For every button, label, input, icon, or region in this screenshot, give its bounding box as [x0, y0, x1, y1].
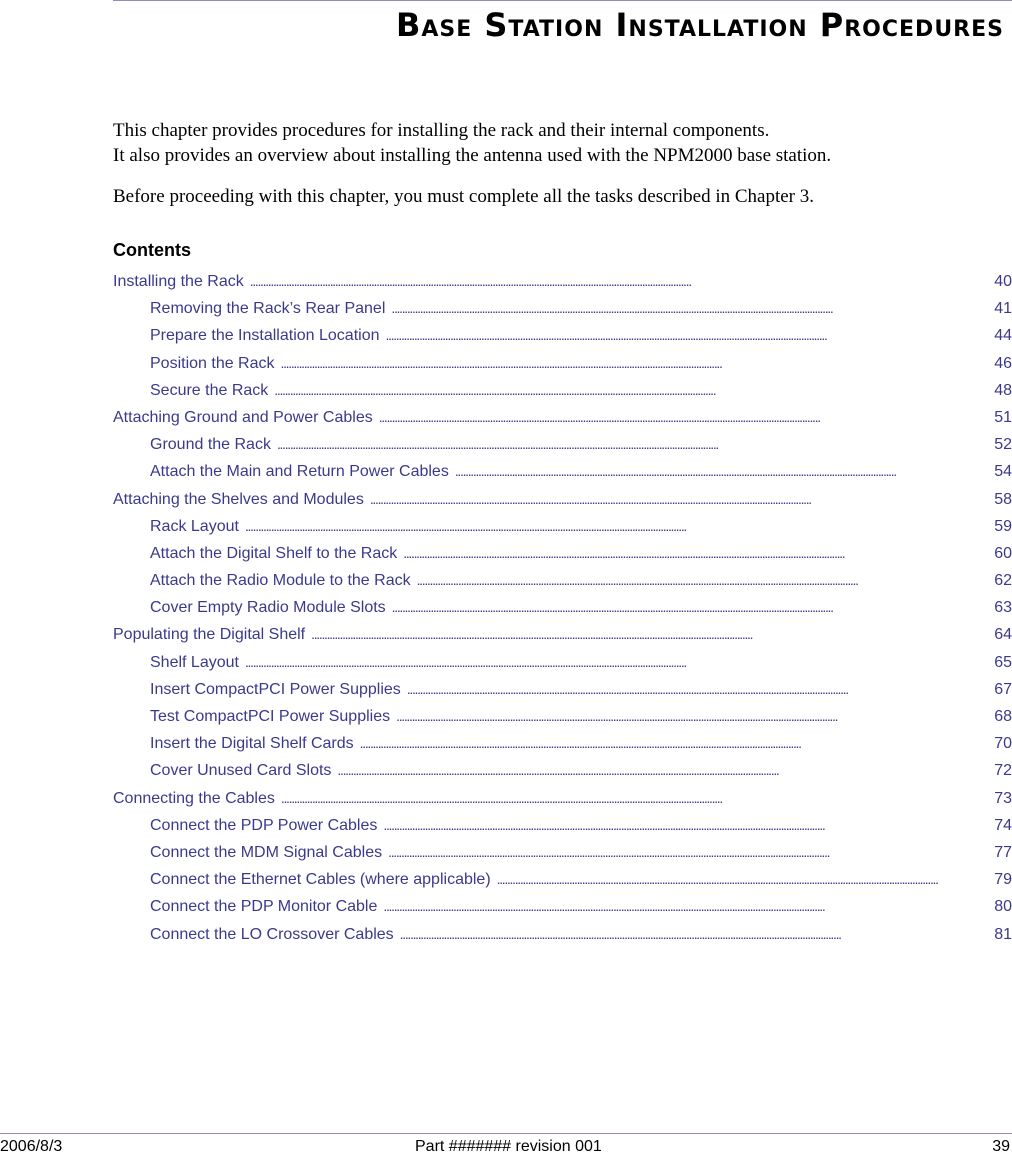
toc-dot-leader [391, 295, 986, 322]
toc-entry-page[interactable]: 41 [994, 300, 1012, 318]
footer-date: 2006/8/3 [0, 1138, 63, 1155]
top-rule [113, 0, 1012, 1]
footer-part-number: Part ####### revision 001 [415, 1138, 602, 1155]
page-footer [0, 1138, 1012, 1156]
toc-entry-page[interactable]: 51 [994, 408, 1012, 426]
toc-entry[interactable] [113, 268, 1012, 295]
toc-entry-page[interactable]: 52 [994, 436, 1012, 454]
toc-dot-leader [407, 676, 986, 703]
toc-entry-label[interactable]: Attaching the Shelves and Modules [113, 490, 364, 508]
toc-entry-label[interactable]: Connect the PDP Power Cables [150, 816, 378, 834]
toc-entry[interactable] [113, 594, 1012, 621]
toc-entry-label[interactable]: Connect the Ethernet Cables (where applicable) [150, 871, 491, 889]
toc-entry-page[interactable]: 68 [994, 708, 1012, 725]
toc-entry-page[interactable]: 64 [994, 626, 1012, 644]
toc-dot-leader [379, 404, 986, 431]
toc-entry-label[interactable]: Insert the Digital Shelf Cards [150, 735, 354, 753]
toc-entry-label[interactable]: Prepare the Installation Location [150, 327, 380, 345]
toc-entry[interactable] [113, 540, 1012, 567]
toc-entry-label[interactable]: Rack Layout [150, 517, 239, 535]
toc-entry[interactable] [113, 486, 1012, 513]
toc-entry-page[interactable]: 77 [994, 843, 1012, 861]
toc-entry-label[interactable]: Cover Unused Card Slots [150, 762, 332, 780]
toc-entry-label[interactable]: Insert CompactPCI Power Supplies [150, 680, 401, 698]
intro-line-1: This chapter provides procedures for installing the rack and their internal components. [113, 120, 770, 141]
toc-entry-page[interactable]: 74 [994, 816, 1012, 834]
toc-entry-label[interactable]: Connect the LO Crossover Cables [150, 925, 394, 943]
toc-entry[interactable] [113, 703, 1012, 730]
chapter-title: Base Station Installation Procedures [395, 6, 1004, 44]
toc-entry-page[interactable]: 46 [994, 354, 1012, 372]
toc-entry[interactable] [113, 730, 1012, 757]
toc-entry[interactable] [113, 676, 1012, 703]
toc-entry-page[interactable]: 81 [994, 925, 1012, 943]
toc-dot-leader [383, 812, 986, 839]
toc-dot-leader [388, 839, 986, 866]
toc-entry-page[interactable]: 70 [994, 735, 1012, 753]
toc-entry[interactable] [113, 921, 1012, 948]
intro-line-2: It also provides an overview about installing the antenna used with the NPM2000 base station. [113, 145, 832, 166]
toc-dot-leader [403, 540, 986, 567]
contents-heading: Contents [113, 240, 191, 260]
toc-dot-leader [396, 703, 986, 730]
toc-entry-label[interactable]: Connect the PDP Monitor Cable [150, 898, 378, 916]
toc-entry-page[interactable]: 48 [994, 381, 1012, 399]
toc-entry-page[interactable]: 58 [994, 490, 1012, 508]
toc-entry-label[interactable]: Attach the Radio Module to the Rack [150, 572, 411, 590]
toc-entry[interactable] [113, 322, 1012, 349]
toc-dot-leader [385, 322, 986, 349]
footer-page-number: 39 [992, 1138, 1010, 1155]
toc-dot-leader [383, 893, 986, 920]
toc-entry[interactable] [113, 431, 1012, 458]
toc-entry-page[interactable]: 79 [994, 871, 1012, 889]
intro-text [113, 118, 1003, 209]
toc-dot-leader [274, 377, 986, 404]
toc-entry-page[interactable]: 72 [994, 762, 1012, 780]
prerequisite-paragraph: Before proceeding with this chapter, you must complete all the tasks described in Chapter 3. [113, 186, 814, 207]
toc-entry-label[interactable]: Attaching Ground and Power Cables [113, 408, 373, 426]
toc-entry[interactable] [113, 757, 1012, 784]
toc-dot-leader [360, 730, 986, 757]
toc-entry-label[interactable]: Attach the Main and Return Power Cables [150, 463, 449, 481]
toc-entry[interactable] [113, 377, 1012, 404]
toc-entry-page[interactable]: 59 [994, 517, 1012, 535]
toc-entry-page[interactable]: 65 [994, 653, 1012, 671]
toc-entry-label[interactable]: Cover Empty Radio Module Slots [150, 599, 386, 617]
toc-entry-label[interactable]: Installing the Rack [113, 273, 244, 290]
toc-dot-leader [281, 785, 986, 812]
toc-entry[interactable] [113, 513, 1012, 540]
toc-entry-label[interactable]: Attach the Digital Shelf to the Rack [150, 544, 398, 562]
toc-entry[interactable] [113, 458, 1012, 485]
toc-entry[interactable] [113, 812, 1012, 839]
toc-entry-label[interactable]: Test CompactPCI Power Supplies [150, 708, 391, 725]
toc-dot-leader [417, 567, 986, 594]
toc-entry-label[interactable]: Connect the MDM Signal Cables [150, 843, 383, 861]
toc-dot-leader [277, 431, 986, 458]
toc-entry-label[interactable]: Populating the Digital Shelf [113, 626, 306, 644]
toc-entry-page[interactable]: 73 [994, 789, 1012, 807]
toc-entry-page[interactable]: 44 [994, 327, 1012, 345]
toc-entry-label[interactable]: Removing the Rack’s Rear Panel [150, 300, 386, 318]
toc-dot-leader [497, 866, 986, 893]
toc-dot-leader [250, 268, 986, 295]
toc-dot-leader [245, 513, 986, 540]
toc-entry-label[interactable]: Connecting the Cables [113, 789, 275, 807]
toc-dot-leader [311, 621, 986, 648]
toc-dot-leader [245, 649, 986, 676]
toc-entry-label[interactable]: Position the Rack [150, 354, 275, 372]
toc-entry-page[interactable]: 67 [994, 680, 1012, 698]
toc-entry-page[interactable]: 80 [994, 898, 1012, 916]
toc-entry[interactable] [113, 404, 1012, 431]
toc-entry[interactable] [113, 350, 1012, 377]
toc-entry-page[interactable]: 60 [994, 544, 1012, 562]
toc-dot-leader [455, 458, 986, 485]
toc-entry-page[interactable]: 62 [994, 572, 1012, 590]
toc-dot-leader [392, 594, 986, 621]
toc-entry-label[interactable]: Ground the Rack [150, 436, 271, 454]
toc-entry[interactable] [113, 567, 1012, 594]
intro-paragraph [113, 118, 1003, 168]
toc-entry[interactable] [113, 893, 1012, 920]
toc-entry-label[interactable]: Secure the Rack [150, 381, 269, 399]
toc-entry[interactable] [113, 621, 1012, 648]
table-of-contents [113, 268, 1012, 948]
toc-dot-leader [370, 486, 986, 513]
toc-entry-page[interactable]: 63 [994, 599, 1012, 617]
toc-entry[interactable] [113, 839, 1012, 866]
toc-entry[interactable] [113, 866, 1012, 893]
toc-entry[interactable] [113, 649, 1012, 676]
toc-entry-page[interactable]: 54 [994, 463, 1012, 481]
toc-entry[interactable] [113, 785, 1012, 812]
toc-entry[interactable] [113, 295, 1012, 322]
toc-dot-leader [337, 757, 986, 784]
toc-entry-page[interactable]: 40 [994, 273, 1012, 290]
toc-entry-label[interactable]: Shelf Layout [150, 653, 239, 671]
footer-rule [0, 1133, 1012, 1134]
toc-dot-leader [400, 921, 986, 948]
toc-dot-leader [281, 350, 986, 377]
